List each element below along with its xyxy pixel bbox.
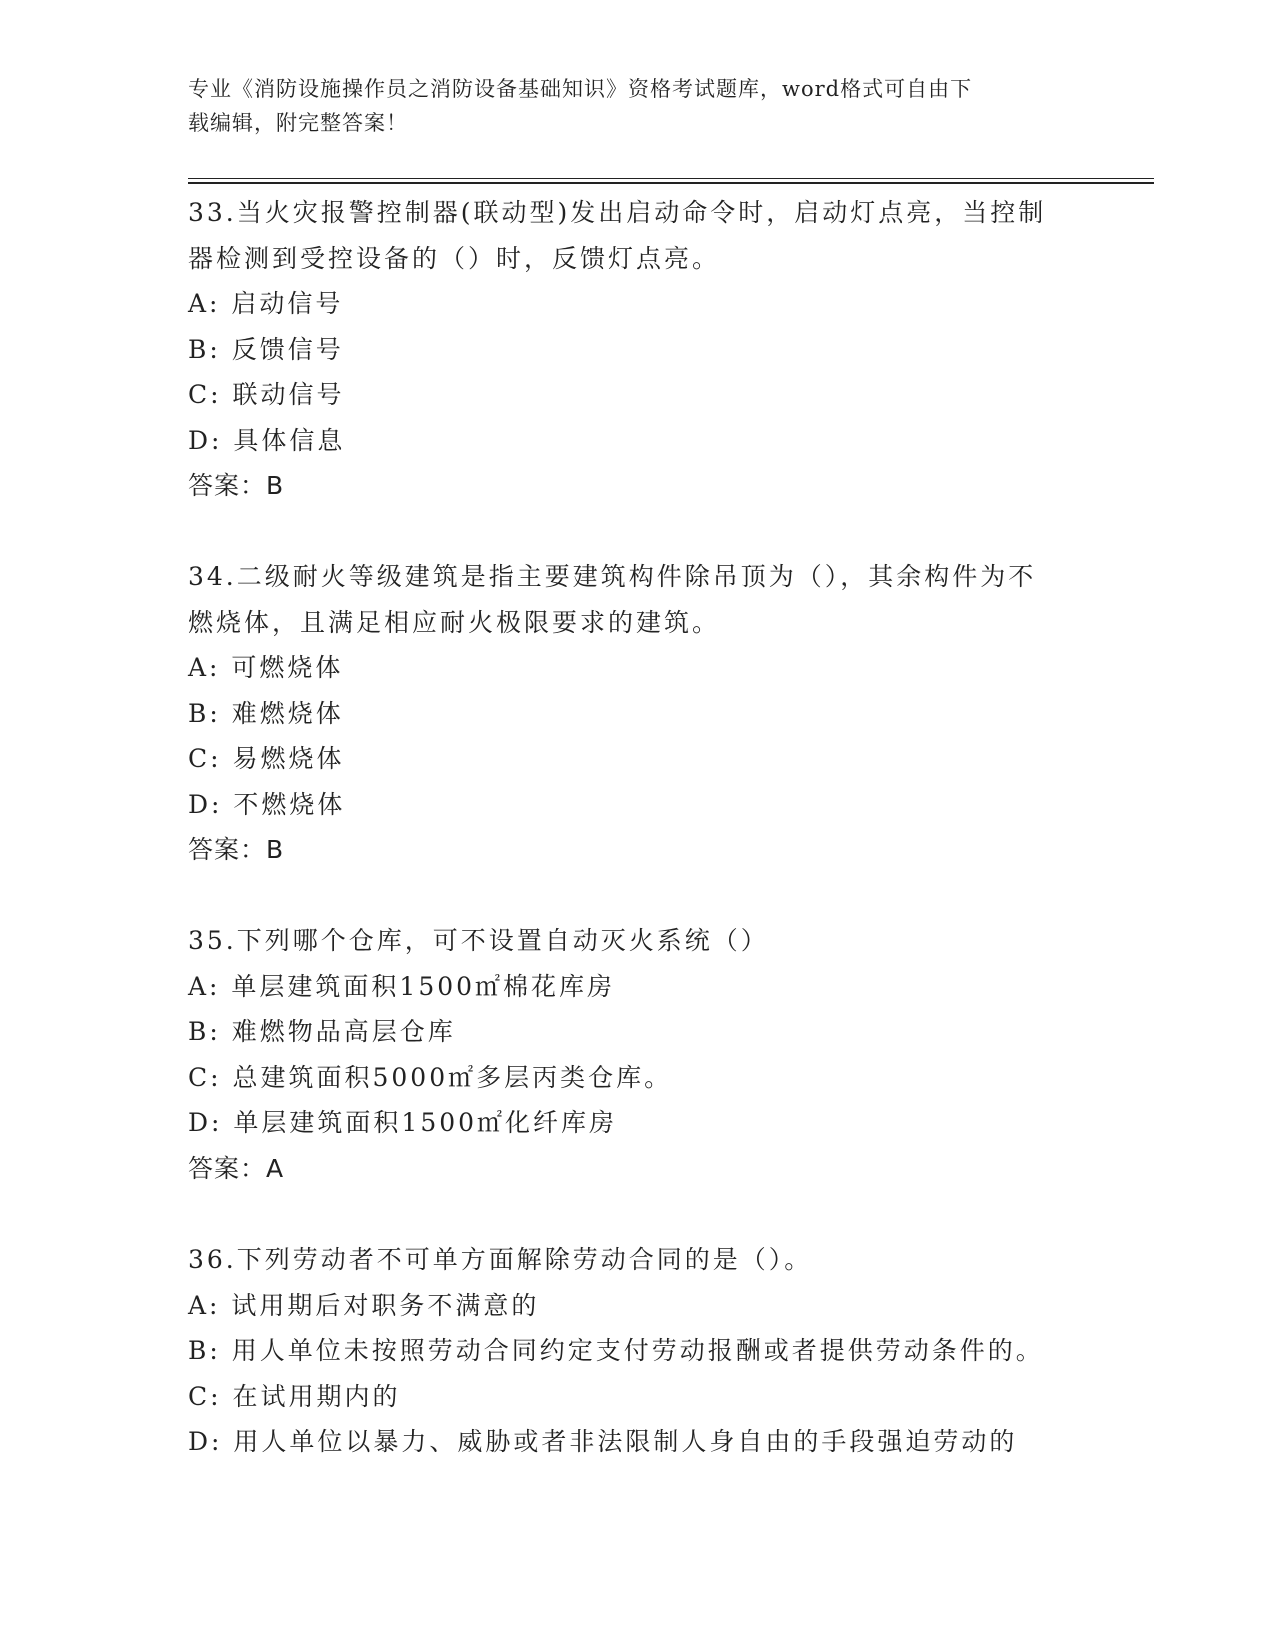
option-c: C: 易燃烧体	[188, 744, 345, 773]
question-36	[188, 1237, 1088, 1465]
header-line: 载编辑，附完整答案！	[188, 111, 408, 135]
option-a: A: 启动信号	[188, 289, 344, 318]
answer-text: 答案：A	[188, 1153, 285, 1183]
option-b: B: 难燃物品高层仓库	[188, 1017, 456, 1046]
answer-text: 答案：B	[188, 835, 285, 864]
header-divider	[188, 182, 1154, 184]
option-c: C: 总建筑面积5000㎡多层丙类仓库。	[188, 1062, 673, 1092]
option-a: A: 单层建筑面积1500㎡棉花库房	[188, 971, 616, 1001]
option-d: D: 用人单位以暴力、威胁或者非法限制人身自由的手段强迫劳动的	[188, 1427, 1018, 1456]
question-stem: 器检测到受控设备的（）时，反馈灯点亮。	[188, 243, 721, 273]
header-line: 专业《消防设施操作员之消防设备基础知识》资格考试题库，word格式可自由下	[188, 77, 973, 101]
option-c: C: 在试用期内的	[188, 1381, 401, 1411]
option-d: D: 单层建筑面积1500㎡化纤库房	[188, 1108, 618, 1137]
question-stem: 34.二级耐火等级建筑是指主要建筑构件除吊顶为（），其余构件为不	[188, 562, 1037, 591]
question-stem: 33.当火灾报警控制器(联动型)发出启动命令时，启动灯点亮，当控制	[188, 198, 1047, 227]
question-33	[188, 190, 1088, 509]
option-b: B: 难燃烧体	[188, 698, 344, 728]
option-b: B: 用人单位未按照劳动合同约定支付劳动报酬或者提供劳动条件的。	[188, 1336, 1044, 1365]
question-34	[188, 554, 1088, 873]
option-d: D: 具体信息	[188, 425, 346, 455]
option-d: D: 不燃烧体	[188, 789, 346, 819]
option-b: B: 反馈信号	[188, 334, 344, 364]
option-c: C: 联动信号	[188, 380, 345, 409]
question-stem: 35.下列哪个仓库，可不设置自动灭火系统（）	[188, 926, 769, 955]
question-35	[188, 918, 1088, 1191]
answer-text: 答案：B	[188, 471, 285, 500]
question-stem: 36.下列劳动者不可单方面解除劳动合同的是（）。	[188, 1245, 813, 1274]
option-a: A: 可燃烧体	[188, 653, 344, 682]
option-a: A: 试用期后对职务不满意的	[188, 1290, 540, 1320]
header-divider	[188, 178, 1154, 179]
document-header	[188, 72, 1088, 140]
question-stem: 燃烧体，且满足相应耐火极限要求的建筑。	[188, 607, 721, 637]
